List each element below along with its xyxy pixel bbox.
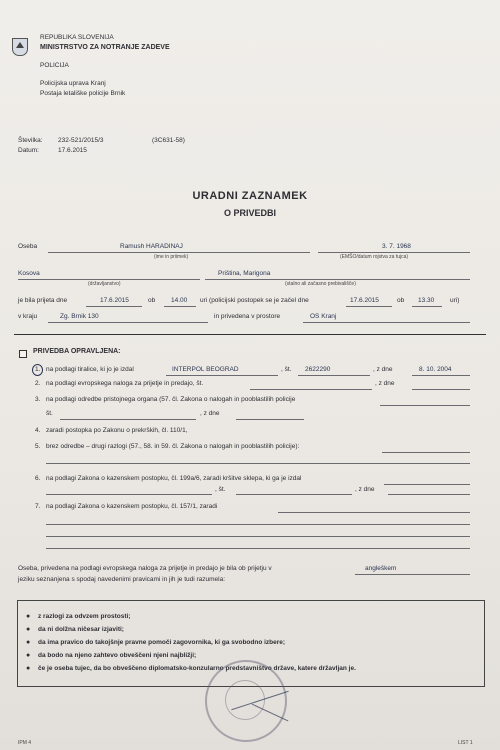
person-label: Oseba [18, 243, 38, 250]
arrest-ob: ob [148, 297, 156, 304]
notice-language: angleškem [365, 565, 397, 572]
person-dob: 3. 7. 1968 [382, 243, 411, 250]
footer-page: LIST 1 [458, 740, 473, 746]
person-dob-caption: (EMŠO/datum rojstva za tujca) [340, 254, 409, 260]
arrest-uri: uri) [450, 297, 460, 304]
right-item: da ni dolžna ničesar izjaviti; [38, 626, 124, 633]
document-title: URADNI ZAZNAMEK [192, 190, 308, 202]
procedure-start-date: 17.6.2015 [350, 297, 379, 304]
arrest-date: 17.6.2015 [100, 297, 129, 304]
privedba-checkbox [19, 350, 27, 358]
republic-name: REPUBLIKA SLOVENIJA [40, 34, 114, 41]
item-6-date-label: , z dne [355, 486, 375, 493]
item-1-issuer: INTERPOL BEOGRAD [172, 366, 239, 373]
item-1-date-value: 8. 10. 2004 [419, 366, 452, 373]
item-5-number: 5. [35, 443, 41, 450]
date-label: Datum: [18, 147, 39, 154]
item-3-date-label: , z dne [200, 410, 220, 417]
official-stamp [205, 660, 287, 742]
item-2-date-label: , z dne [375, 380, 395, 387]
date-value: 17.6.2015 [58, 147, 87, 154]
number-label: Številka: [18, 137, 43, 144]
police-unit-2: Postaja letališke policije Brnik [40, 90, 126, 97]
procedure-start-time: 13.30 [418, 297, 435, 304]
citizenship-caption: (državljanstvo) [88, 281, 121, 287]
item-3-text: na podlagi odredbe pristojnega organa (57. čl. Zakona o nalogah in pooblastilih policije [46, 396, 296, 403]
person-name: Ramush HARADINAJ [120, 243, 183, 250]
right-item: z razlogi za odvzem prostosti; [38, 613, 131, 620]
item-4-text: zaradi postopka po Zakonu o prekrških, čl. 110/1, [46, 427, 188, 434]
item-7-text: na podlagi Zakona o kazenskem postopku, čl. 157/1, zaradi [46, 503, 218, 510]
item-2-text: na podlagi evropskega naloga za prijetje in predajo, št. [46, 380, 204, 387]
item-3-st-label: št. [46, 410, 53, 417]
person-name-caption: (ime in priimek) [154, 254, 189, 260]
right-item: da ima pravico do takojšnje pravne pomoči zagovornika, ki ga svobodno izbere; [38, 639, 286, 646]
residence-caption: (stalno ali začasno prebivališče) [285, 281, 356, 287]
arrest-prefix: je bila prijeta dne [18, 297, 68, 304]
item-1-st-label: , št. [281, 366, 292, 373]
arrest-place: Zg. Brnik 130 [60, 313, 99, 320]
bullet-icon: ● [26, 639, 31, 646]
item-4-number: 4. [35, 427, 41, 434]
police-name: POLICIJA [40, 62, 69, 69]
bullet-icon: ● [26, 613, 31, 620]
arrest-ob-2: ob [397, 297, 405, 304]
right-item: če je oseba tujec, da bo obveščeno diplomatsko-konzularno predstavništvo države, katere državljan je. [38, 665, 356, 672]
item-5-text: brez odredbe – drugi razlogi (57., 58. in 59. čl. Zakona o nalogah in pooblastilih policije): [46, 443, 300, 450]
person-residence: Priština, Marigona [218, 270, 271, 277]
place-prefix: v kraju [18, 313, 38, 320]
right-item: da bodo na njeno zahtevo obveščeni njeni najbližji; [38, 652, 197, 659]
delivered-to: OS Kranj [310, 313, 337, 320]
delivered-prefix: in privedena v prostore [214, 313, 281, 320]
item-1-st-value: 2622290 [305, 366, 331, 373]
number-value: 232-521/2015/3 [58, 137, 104, 144]
notice-line-2: jeziku seznanjena s spodaj navedenimi pravicami in jih je tudi razumela: [18, 576, 226, 583]
notice-line-1: Oseba, privedena na podlagi evropskega naloga za prijetje in predajo je bila ob prijetju v [18, 565, 272, 572]
footer-form-code: IPM 4 [18, 740, 32, 746]
item-6-text: na podlagi Zakona o kazenskem postopku, čl. 199a/6, zaradi kršitve sklepa, ki ga je izdal [46, 475, 302, 482]
bullet-icon: ● [26, 626, 31, 633]
bullet-icon: ● [26, 652, 31, 659]
coat-of-arms-icon [12, 38, 28, 56]
item-2-number: 2. [35, 380, 41, 387]
section-title: PRIVEDBA OPRAVLJENA: [33, 348, 121, 355]
bullet-icon: ● [26, 665, 31, 672]
item-3-number: 3. [35, 396, 41, 403]
item-1-number: 1. [35, 366, 41, 373]
person-citizenship: Kosova [18, 270, 40, 277]
police-unit-1: Policijska uprava Kranj [40, 80, 106, 87]
arrest-time: 14.00 [171, 297, 188, 304]
item-1-text: na podlagi tiralice, ki jo je izdal [46, 366, 134, 373]
item-6-st-label: , št. [215, 486, 226, 493]
document-subtitle: O PRIVEDBI [223, 208, 276, 218]
arrest-mid-text: uri (policijski postopek se je začel dne [200, 297, 309, 304]
item-6-number: 6. [35, 475, 41, 482]
record-code: (3C631-58) [152, 137, 185, 144]
item-1-date-label: , z dne [373, 366, 393, 373]
ministry-name: MINISTRSTVO ZA NOTRANJE ZADEVE [40, 44, 170, 51]
item-7-number: 7. [35, 503, 41, 510]
